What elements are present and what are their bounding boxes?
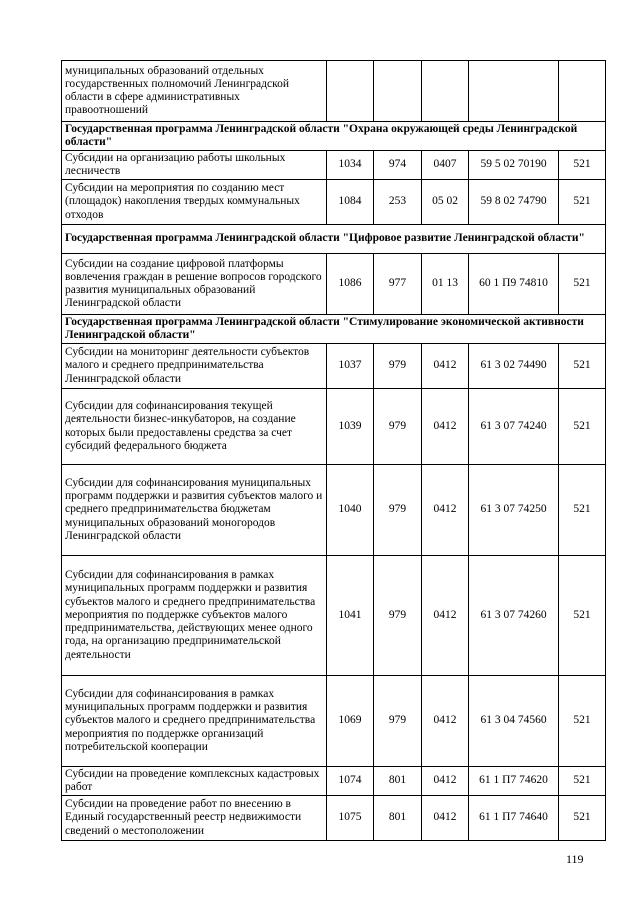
section-header-row [62,225,606,254]
subsidy-code: 1041 [327,556,374,676]
subsidy-code: 1086 [327,254,374,315]
ministry-code: 979 [374,676,422,767]
subsidy-description: Субсидии на создание цифровой платформы вовлечения граждан в решение вопросов городского развития муниципальных образований Ленинградской области [62,254,327,315]
subsidy-code: 1040 [327,465,374,556]
subsidy-description: муниципальных образований отдельных государственных полномочий Ленинградской области в сфере административных правоотношений [62,61,327,122]
expense-type-code [559,61,606,122]
target-article-code: 59 8 02 74790 [469,180,559,225]
ministry-code: 979 [374,556,422,676]
subsidy-description: Субсидии для софинансирования в рамках муниципальных программ поддержки и развития субъектов малого и среднего предпринимательства мероприятия по поддержке субъектов малого предпринимательства, действующих менее одного года, на организацию предпринимательской деятельности [62,556,327,676]
target-article-code: 61 3 07 74250 [469,465,559,556]
section-header-row [62,122,606,151]
subsidy-description: Субсидии на мероприятия по созданию мест (площадок) накопления твердых коммунальных отходов [62,180,327,225]
program-title: Государственная программа Ленинградской области "Охрана окружающей среды Ленинградской области" [62,122,606,151]
section-code: 0412 [422,796,469,841]
subsidy-code: 1069 [327,676,374,767]
program-title: Государственная программа Ленинградской области "Стимулирование экономической активности Ленинградской области" [62,315,606,344]
subsidy-description: Субсидии на проведение работ по внесению в Единый государственный реестр недвижимости сведений о местоположении [62,796,327,841]
subsidy-description: Субсидии на организацию работы школьных лесничеств [62,151,327,180]
table-row [62,676,606,767]
section-code: 0412 [422,767,469,796]
subsidy-code [327,61,374,122]
page-number: 119 [566,852,584,866]
budget-table [61,60,606,841]
table-row [62,151,606,180]
section-header-row [62,315,606,344]
section-code: 0412 [422,676,469,767]
expense-type-code: 521 [559,389,606,465]
ministry-code [374,61,422,122]
ministry-code: 979 [374,389,422,465]
target-article-code [469,61,559,122]
target-article-code: 61 1 П7 74640 [469,796,559,841]
expense-type-code: 521 [559,465,606,556]
table-row [62,556,606,676]
section-code [422,61,469,122]
expense-type-code: 521 [559,556,606,676]
ministry-code: 974 [374,151,422,180]
subsidy-code: 1075 [327,796,374,841]
expense-type-code: 521 [559,767,606,796]
section-code: 0412 [422,344,469,389]
section-code: 0412 [422,389,469,465]
section-code: 0407 [422,151,469,180]
table-row [62,180,606,225]
target-article-code: 59 5 02 70190 [469,151,559,180]
ministry-code: 977 [374,254,422,315]
target-article-code: 61 3 07 74260 [469,556,559,676]
expense-type-code: 521 [559,151,606,180]
table-body [62,61,606,841]
subsidy-code: 1084 [327,180,374,225]
ministry-code: 801 [374,767,422,796]
expense-type-code: 521 [559,254,606,315]
expense-type-code: 521 [559,344,606,389]
subsidy-code: 1039 [327,389,374,465]
ministry-code: 801 [374,796,422,841]
subsidy-code: 1074 [327,767,374,796]
ministry-code: 979 [374,344,422,389]
table-row [62,344,606,389]
program-title: Государственная программа Ленинградской области "Цифровое развитие Ленинградской области" [62,225,606,254]
subsidy-description: Субсидии для софинансирования в рамках муниципальных программ поддержки и развития субъектов малого и среднего предпринимательства мероприятия по поддержке организаций потребительской кооперации [62,676,327,767]
target-article-code: 61 3 04 74560 [469,676,559,767]
table-row [62,61,606,122]
section-code: 05 02 [422,180,469,225]
ministry-code: 253 [374,180,422,225]
expense-type-code: 521 [559,796,606,841]
ministry-code: 979 [374,465,422,556]
target-article-code: 61 1 П7 74620 [469,767,559,796]
table-row [62,389,606,465]
target-article-code: 61 3 07 74240 [469,389,559,465]
section-code: 0412 [422,465,469,556]
target-article-code: 60 1 П9 74810 [469,254,559,315]
table-row [62,767,606,796]
target-article-code: 61 3 02 74490 [469,344,559,389]
subsidy-description: Субсидии на проведение комплексных кадастровых работ [62,767,327,796]
section-code: 01 13 [422,254,469,315]
table-row [62,796,606,841]
subsidy-description: Субсидии для софинансирования муниципальных программ поддержки и развития субъектов малого и среднего предпринимательства бюджетам муниципальных образований моногородов Ленинградской области [62,465,327,556]
expense-type-code: 521 [559,180,606,225]
subsidy-description: Субсидии для софинансирования текущей деятельности бизнес-инкубаторов, на создание которых были предоставлены средства за счет субсидий федерального бюджета [62,389,327,465]
subsidy-code: 1037 [327,344,374,389]
expense-type-code: 521 [559,676,606,767]
subsidy-code: 1034 [327,151,374,180]
section-code: 0412 [422,556,469,676]
table-row [62,465,606,556]
subsidy-description: Субсидии на мониторинг деятельности субъектов малого и среднего предпринимательства Ленинградской области [62,344,327,389]
table-row [62,254,606,315]
